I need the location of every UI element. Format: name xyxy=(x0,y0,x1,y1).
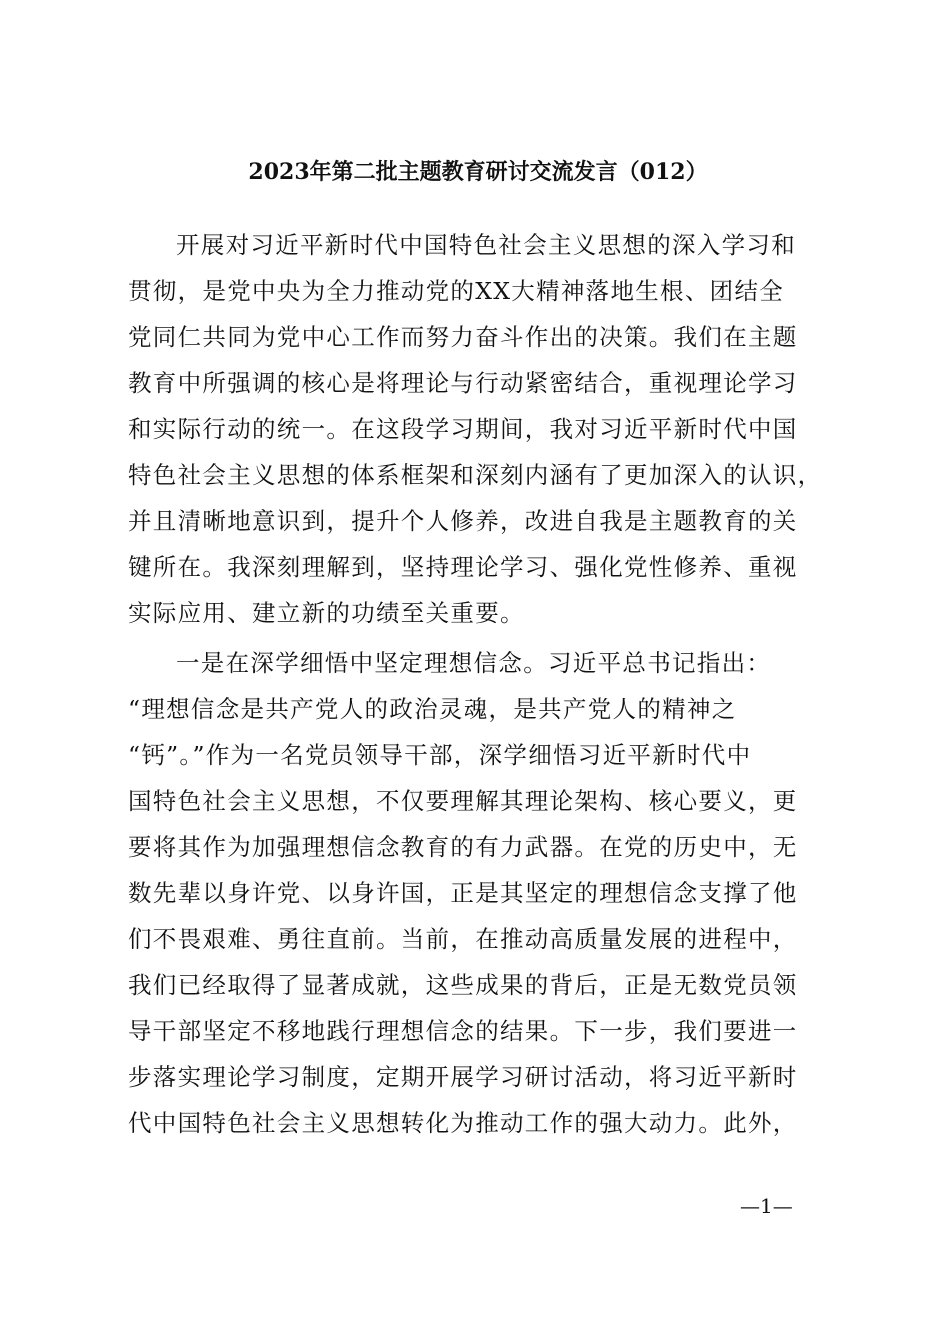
paragraph-1-line-6: 特色社会主义思想的体系框架和深刻内涵有了更加深入的认识， xyxy=(128,461,823,489)
paragraph-2-line-3: “钙”。”作为一名党员领导干部，深学细悟习近平新时代中 xyxy=(128,741,752,769)
paragraph-1-line-7: 并且清晰地意识到，提升个人修养，改进自我是主题教育的关 xyxy=(128,507,798,535)
paragraph-2-line-7: 们不畏艰难、勇往直前。当前，在推动高质量发展的进程中， xyxy=(128,925,798,953)
paragraph-1-line-9: 实际应用、建立新的功绩至关重要。 xyxy=(128,599,525,627)
paragraph-1-line-2: 贯彻，是党中央为全力推动党的XX大精神落地生根、团结全 xyxy=(128,277,785,305)
page-number: —1— xyxy=(740,1194,793,1218)
paragraph-1-line-5: 和实际行动的统一。在这段学习期间，我对习近平新时代中国 xyxy=(128,415,798,443)
paragraph-1-line-8: 键所在。我深刻理解到，坚持理论学习、强化党性修养、重视 xyxy=(128,553,798,581)
paragraph-2-line-10: 步落实理论学习制度，定期开展学习研讨活动，将习近平新时 xyxy=(128,1063,798,1091)
paragraph-2-line-4: 国特色社会主义思想，不仅要理解其理论架构、核心要义，更 xyxy=(128,787,798,815)
paragraph-2-line-9: 导干部坚定不移地践行理想信念的结果。下一步，我们要进一 xyxy=(128,1017,798,1045)
document-title: 2023年第二批主题教育研讨交流发言（012） xyxy=(248,159,708,185)
paragraph-1-line-3: 党同仁共同为党中心工作而努力奋斗作出的决策。我们在主题 xyxy=(128,323,798,351)
paragraph-2-line-1: 一是在深学细悟中坚定理想信念。习近平总书记指出： xyxy=(176,649,772,677)
paragraph-2-line-8: 我们已经取得了显著成就，这些成果的背后，正是无数党员领 xyxy=(128,971,798,999)
paragraph-1-line-1: 开展对习近平新时代中国特色社会主义思想的深入学习和 xyxy=(176,231,796,259)
paragraph-2-line-2: “理想信念是共产党人的政治灵魂，是共产党人的精神之 xyxy=(128,695,737,723)
paragraph-2-line-11: 代中国特色社会主义思想转化为推动工作的强大动力。此外， xyxy=(128,1109,798,1137)
paragraph-2-line-5: 要将其作为加强理想信念教育的有力武器。在党的历史中，无 xyxy=(128,833,798,861)
paragraph-1-line-4: 教育中所强调的核心是将理论与行动紧密结合，重视理论学习 xyxy=(128,369,798,397)
paragraph-2-line-6: 数先辈以身许党、以身许国，正是其坚定的理想信念支撑了他 xyxy=(128,879,798,907)
